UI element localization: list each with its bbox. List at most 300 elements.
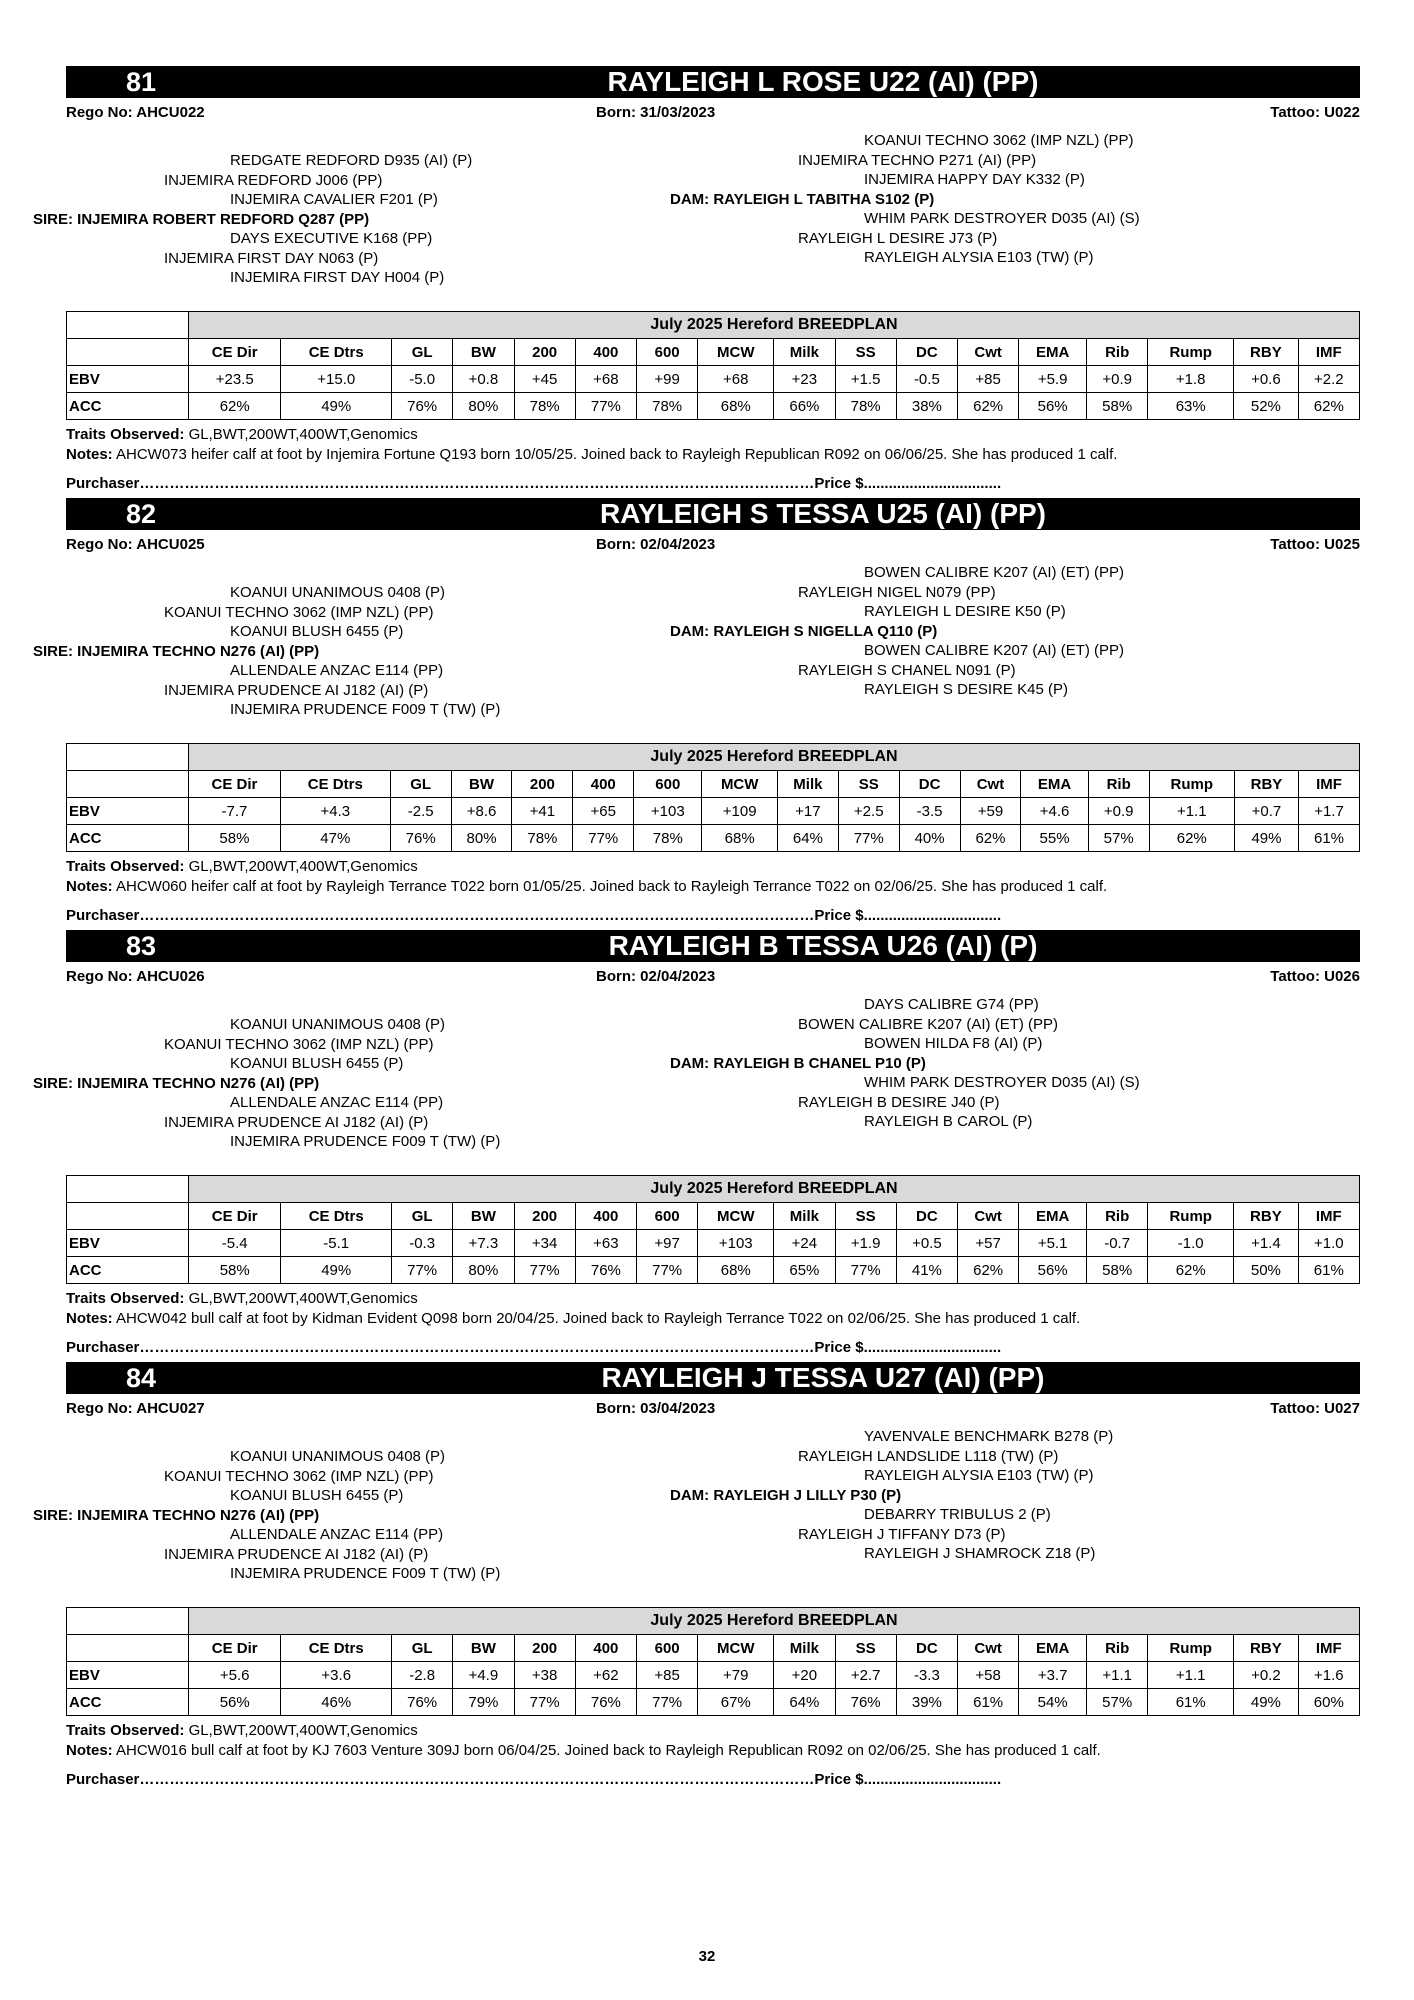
sire-ancestor: INJEMIRA PRUDENCE F009 T (TW) (P) — [230, 701, 501, 718]
notes-label: Notes: — [66, 446, 113, 463]
dam-ancestor: RAYLEIGH J TIFFANY D73 (P) — [798, 1525, 1006, 1543]
column-header: MCW — [698, 1203, 774, 1230]
sire-line: SIRE: INJEMIRA TECHNO N276 (AI) (PP) — [33, 1506, 320, 1524]
ebv-cell: +1.1 — [1148, 1662, 1234, 1689]
traits-label: Traits Observed: — [66, 426, 185, 443]
purchaser-line: Purchaser………………………………………………………………………………………………………………………Price $................................. — [66, 907, 1002, 924]
acc-cell: 68% — [702, 825, 778, 852]
breedplan-table — [66, 311, 1360, 420]
breedplan-table — [66, 1175, 1360, 1284]
acc-cell: 56% — [1019, 393, 1087, 420]
acc-cell: 80% — [453, 393, 514, 420]
ebv-cell: +4.9 — [453, 1662, 514, 1689]
acc-cell: 62% — [958, 1257, 1019, 1284]
dam-ancestor: RAYLEIGH S CHANEL N091 (P) — [798, 661, 1016, 679]
acc-cell: 77% — [392, 1257, 453, 1284]
ebv-label: EBV — [67, 1662, 189, 1689]
dam-ancestor: DAYS CALIBRE G74 (PP) — [864, 996, 1039, 1013]
ebv-cell: +5.6 — [189, 1662, 281, 1689]
acc-cell: 76% — [835, 1689, 896, 1716]
acc-cell: 77% — [637, 1689, 698, 1716]
acc-cell: 49% — [1234, 1689, 1298, 1716]
column-header: EMA — [1019, 339, 1087, 366]
acc-cell: 79% — [453, 1689, 514, 1716]
ebv-cell: +1.1 — [1149, 798, 1234, 825]
ebv-cell: +0.9 — [1088, 798, 1149, 825]
column-header: RBY — [1234, 339, 1298, 366]
column-header: Cwt — [960, 771, 1021, 798]
ebv-cell: -3.5 — [899, 798, 960, 825]
column-header: 600 — [637, 1203, 698, 1230]
acc-cell: 61% — [1299, 825, 1360, 852]
acc-cell: 61% — [1148, 1689, 1234, 1716]
breedplan-table — [66, 743, 1360, 852]
column-header: DC — [896, 339, 957, 366]
column-header: BW — [453, 339, 514, 366]
dam-ancestor: INJEMIRA HAPPY DAY K332 (P) — [864, 171, 1085, 188]
ebv-cell: +45 — [514, 366, 575, 393]
acc-label: ACC — [67, 393, 189, 420]
dam-ancestor: YAVENVALE BENCHMARK B278 (P) — [864, 1428, 1114, 1445]
ebv-cell: +5.1 — [1019, 1230, 1087, 1257]
sire-ancestor: INJEMIRA FIRST DAY N063 (P) — [164, 249, 379, 267]
sire-ancestor: ALLENDALE ANZAC E114 (PP) — [230, 662, 444, 679]
ebv-cell: +1.9 — [835, 1230, 896, 1257]
acc-cell: 57% — [1087, 1689, 1148, 1716]
acc-cell: 68% — [698, 393, 774, 420]
column-header: CE Dtrs — [280, 771, 390, 798]
column-header: Milk — [774, 339, 835, 366]
dam-ancestor: INJEMIRA TECHNO P271 (AI) (PP) — [798, 151, 1037, 169]
acc-cell: 55% — [1021, 825, 1088, 852]
traits-value: GL,BWT,200WT,400WT,Genomics — [188, 1290, 418, 1307]
column-header: 400 — [573, 771, 634, 798]
ebv-cell: +20 — [774, 1662, 835, 1689]
acc-cell: 78% — [835, 393, 896, 420]
traits-value: GL,BWT,200WT,400WT,Genomics — [188, 1722, 418, 1739]
acc-cell: 60% — [1298, 1689, 1359, 1716]
sire-ancestor: KOANUI BLUSH 6455 (P) — [230, 1055, 404, 1072]
column-header: Cwt — [958, 1635, 1019, 1662]
acc-cell: 49% — [1234, 825, 1298, 852]
ebv-cell: +23.5 — [189, 366, 281, 393]
dam-ancestor: WHIM PARK DESTROYER D035 (AI) (S) — [864, 210, 1140, 227]
rego-number: Rego No: AHCU026 — [66, 968, 205, 985]
acc-cell: 58% — [189, 825, 281, 852]
acc-cell: 62% — [960, 825, 1021, 852]
acc-cell: 41% — [896, 1257, 957, 1284]
ebv-cell: +85 — [958, 366, 1019, 393]
acc-cell: 63% — [1148, 393, 1234, 420]
traits-value: GL,BWT,200WT,400WT,Genomics — [188, 426, 418, 443]
birth-date: Born: 03/04/2023 — [596, 1400, 716, 1417]
acc-cell: 76% — [390, 825, 451, 852]
ebv-cell: +57 — [958, 1230, 1019, 1257]
lot-block — [33, 498, 1360, 928]
notes-value: AHCW042 bull calf at foot by Kidman Evident Q098 born 20/04/25. Joined back to Rayleigh Terrance T022 on 02/06/25. She has produced 1 calf. — [116, 1310, 1081, 1327]
column-header: DC — [899, 771, 960, 798]
acc-cell: 65% — [774, 1257, 835, 1284]
acc-cell: 77% — [835, 1257, 896, 1284]
ebv-cell: +63 — [575, 1230, 636, 1257]
ebv-cell: +4.3 — [280, 798, 390, 825]
acc-cell: 40% — [899, 825, 960, 852]
purchaser-line: Purchaser………………………………………………………………………………………………………………………Price $................................. — [66, 1771, 1002, 1788]
column-header: 400 — [575, 339, 636, 366]
pedigree — [33, 992, 1360, 1150]
breedplan-title: July 2025 Hereford BREEDPLAN — [189, 1608, 1360, 1635]
ebv-cell: -2.5 — [390, 798, 451, 825]
acc-cell: 64% — [777, 825, 838, 852]
sire-ancestor: INJEMIRA PRUDENCE AI J182 (AI) (P) — [164, 1113, 429, 1131]
ebv-cell: -0.7 — [1087, 1230, 1148, 1257]
column-header: EMA — [1019, 1203, 1087, 1230]
sire-ancestor: INJEMIRA FIRST DAY H004 (P) — [230, 269, 445, 286]
acc-cell: 77% — [514, 1257, 575, 1284]
column-header: IMF — [1299, 771, 1360, 798]
acc-cell: 49% — [281, 1257, 392, 1284]
acc-cell: 62% — [1149, 825, 1234, 852]
acc-cell: 64% — [774, 1689, 835, 1716]
tattoo: Tattoo: U022 — [1270, 104, 1360, 121]
breedplan-title: July 2025 Hereford BREEDPLAN — [189, 1176, 1360, 1203]
column-header: Rump — [1148, 1203, 1234, 1230]
column-header: MCW — [698, 1635, 774, 1662]
dam-ancestor: RAYLEIGH ALYSIA E103 (TW) (P) — [864, 249, 1094, 266]
ebv-label: EBV — [67, 366, 189, 393]
acc-cell: 50% — [1234, 1257, 1298, 1284]
ebv-cell: +2.2 — [1298, 366, 1359, 393]
id-row — [66, 1400, 1360, 1420]
ebv-cell: +68 — [575, 366, 636, 393]
acc-cell: 76% — [392, 393, 453, 420]
dam-line: DAM: RAYLEIGH B CHANEL P10 (P) — [670, 1054, 926, 1072]
pedigree — [33, 1424, 1360, 1582]
column-header: IMF — [1298, 1203, 1359, 1230]
notes-label: Notes: — [66, 878, 113, 895]
ebv-cell: +103 — [634, 798, 702, 825]
lot-number: 84 — [126, 1363, 157, 1393]
sire-ancestor: REDGATE REDFORD D935 (AI) (P) — [230, 152, 473, 169]
ebv-cell: +1.7 — [1299, 798, 1360, 825]
traits-line — [66, 1722, 1360, 1739]
ebv-cell: +85 — [637, 1662, 698, 1689]
ebv-cell: -0.5 — [896, 366, 957, 393]
column-header: 200 — [512, 771, 573, 798]
acc-cell: 39% — [896, 1689, 957, 1716]
ebv-cell: +7.3 — [453, 1230, 514, 1257]
breedplan-title: July 2025 Hereford BREEDPLAN — [189, 312, 1360, 339]
column-header: SS — [835, 339, 896, 366]
sire-ancestor: KOANUI UNANIMOUS 0408 (P) — [230, 1448, 446, 1465]
ebv-cell: -1.0 — [1148, 1230, 1234, 1257]
ebv-cell: -5.0 — [392, 366, 453, 393]
column-header: IMF — [1298, 339, 1359, 366]
acc-cell: 56% — [1019, 1257, 1087, 1284]
column-header: Rump — [1149, 771, 1234, 798]
acc-cell: 76% — [575, 1257, 636, 1284]
ebv-cell: +38 — [514, 1662, 575, 1689]
traits-label: Traits Observed: — [66, 858, 185, 875]
acc-cell: 78% — [512, 825, 573, 852]
tattoo: Tattoo: U026 — [1270, 968, 1360, 985]
sire-ancestor: INJEMIRA PRUDENCE F009 T (TW) (P) — [230, 1133, 501, 1150]
column-header: Rib — [1087, 339, 1148, 366]
dam-ancestor: BOWEN CALIBRE K207 (AI) (ET) (PP) — [864, 642, 1125, 659]
ebv-cell: +15.0 — [281, 366, 392, 393]
ebv-cell: +1.8 — [1148, 366, 1234, 393]
dam-ancestor: RAYLEIGH J SHAMROCK Z18 (P) — [864, 1545, 1096, 1562]
ebv-cell: +4.6 — [1021, 798, 1088, 825]
ebv-label: EBV — [67, 798, 189, 825]
ebv-cell: +59 — [960, 798, 1021, 825]
acc-cell: 58% — [1087, 1257, 1148, 1284]
sire-ancestor: INJEMIRA PRUDENCE AI J182 (AI) (P) — [164, 1545, 429, 1563]
acc-cell: 62% — [958, 393, 1019, 420]
ebv-cell: -3.3 — [896, 1662, 957, 1689]
ebv-cell: +17 — [777, 798, 838, 825]
sire-ancestor: ALLENDALE ANZAC E114 (PP) — [230, 1526, 444, 1543]
lot-number: 81 — [126, 67, 157, 97]
acc-cell: 54% — [1019, 1689, 1087, 1716]
acc-cell: 80% — [453, 1257, 514, 1284]
pedigree — [33, 128, 1360, 286]
sire-line: SIRE: INJEMIRA TECHNO N276 (AI) (PP) — [33, 1074, 320, 1092]
ebv-cell: +1.5 — [835, 366, 896, 393]
dam-ancestor: KOANUI TECHNO 3062 (IMP NZL) (PP) — [864, 132, 1134, 149]
column-header: GL — [392, 1635, 453, 1662]
ebv-cell: +23 — [774, 366, 835, 393]
column-header: EMA — [1021, 771, 1088, 798]
ebv-cell: +34 — [514, 1230, 575, 1257]
column-header: SS — [838, 771, 899, 798]
ebv-cell: +103 — [698, 1230, 774, 1257]
corner-cell — [67, 339, 189, 366]
sire-ancestor: INJEMIRA CAVALIER F201 (P) — [230, 191, 438, 208]
corner-cell — [67, 1203, 189, 1230]
ebv-cell: +1.1 — [1087, 1662, 1148, 1689]
column-header: CE Dir — [189, 771, 281, 798]
acc-cell: 61% — [958, 1689, 1019, 1716]
column-header: Rump — [1148, 339, 1234, 366]
lot-number: 82 — [126, 499, 157, 529]
acc-cell: 67% — [698, 1689, 774, 1716]
notes-label: Notes: — [66, 1742, 113, 1759]
acc-cell: 61% — [1298, 1257, 1359, 1284]
traits-value: GL,BWT,200WT,400WT,Genomics — [188, 858, 418, 875]
sire-ancestor: INJEMIRA PRUDENCE AI J182 (AI) (P) — [164, 681, 429, 699]
column-header: CE Dir — [189, 1635, 281, 1662]
column-header: GL — [392, 1203, 453, 1230]
ebv-cell: +68 — [698, 366, 774, 393]
acc-cell: 56% — [189, 1689, 281, 1716]
dam-ancestor: DEBARRY TRIBULUS 2 (P) — [864, 1506, 1051, 1523]
lot-number: 83 — [126, 931, 157, 961]
column-header: SS — [835, 1635, 896, 1662]
ebv-cell: +0.6 — [1234, 366, 1298, 393]
ebv-cell: +62 — [575, 1662, 636, 1689]
ebv-cell: +1.4 — [1234, 1230, 1298, 1257]
animal-name: RAYLEIGH J TESSA U27 (AI) (PP) — [601, 1362, 1045, 1393]
tattoo: Tattoo: U025 — [1270, 536, 1360, 553]
acc-cell: 78% — [637, 393, 698, 420]
breedplan-title: July 2025 Hereford BREEDPLAN — [189, 744, 1360, 771]
sire-line: SIRE: INJEMIRA ROBERT REDFORD Q287 (PP) — [33, 210, 370, 228]
notes-label: Notes: — [66, 1310, 113, 1327]
id-row — [66, 536, 1360, 556]
animal-name: RAYLEIGH B TESSA U26 (AI) (P) — [608, 930, 1038, 961]
dam-ancestor: BOWEN CALIBRE K207 (AI) (ET) (PP) — [798, 1015, 1059, 1033]
dam-line: DAM: RAYLEIGH S NIGELLA Q110 (P) — [670, 622, 938, 640]
column-header: Milk — [777, 771, 838, 798]
acc-cell: 62% — [189, 393, 281, 420]
column-header: Rib — [1087, 1635, 1148, 1662]
column-header: MCW — [698, 339, 774, 366]
tattoo: Tattoo: U027 — [1270, 1400, 1360, 1417]
ebv-cell: +2.7 — [835, 1662, 896, 1689]
ebv-cell: +8.6 — [451, 798, 512, 825]
column-header: RBY — [1234, 1203, 1298, 1230]
animal-name: RAYLEIGH L ROSE U22 (AI) (PP) — [607, 66, 1039, 97]
sire-ancestor: INJEMIRA PRUDENCE F009 T (TW) (P) — [230, 1565, 501, 1582]
column-header: DC — [896, 1203, 957, 1230]
notes-value: AHCW073 heifer calf at foot by Injemira Fortune Q193 born 10/05/25. Joined back to Rayleigh Republican R092 on 06/06/25. She has produced 1 calf. — [116, 446, 1118, 463]
traits-line — [66, 1290, 1360, 1307]
dam-line: DAM: RAYLEIGH L TABITHA S102 (P) — [670, 190, 935, 208]
traits-line — [66, 426, 1360, 443]
acc-cell: 76% — [392, 1689, 453, 1716]
lot-header-bar — [66, 498, 1360, 530]
column-header: BW — [453, 1203, 514, 1230]
sire-line: SIRE: INJEMIRA TECHNO N276 (AI) (PP) — [33, 642, 320, 660]
corner-cell — [67, 771, 189, 798]
column-header: DC — [896, 1635, 957, 1662]
acc-cell: 49% — [281, 393, 392, 420]
ebv-cell: -5.1 — [281, 1230, 392, 1257]
dam-ancestor: RAYLEIGH L DESIRE K50 (P) — [864, 603, 1066, 620]
column-header: Rib — [1087, 1203, 1148, 1230]
sire-ancestor: KOANUI TECHNO 3062 (IMP NZL) (PP) — [164, 1467, 434, 1485]
lot-block — [33, 1362, 1360, 1792]
ebv-cell: +58 — [958, 1662, 1019, 1689]
acc-cell: 80% — [451, 825, 512, 852]
animal-name: RAYLEIGH S TESSA U25 (AI) (PP) — [599, 498, 1046, 529]
column-header: IMF — [1298, 1635, 1359, 1662]
column-header: Milk — [774, 1635, 835, 1662]
ebv-cell: +41 — [512, 798, 573, 825]
acc-cell: 77% — [838, 825, 899, 852]
acc-label: ACC — [67, 1257, 189, 1284]
column-header: CE Dir — [189, 1203, 281, 1230]
acc-cell: 77% — [637, 1257, 698, 1284]
sire-ancestor: ALLENDALE ANZAC E114 (PP) — [230, 1094, 444, 1111]
ebv-cell: +0.9 — [1087, 366, 1148, 393]
acc-cell: 78% — [514, 393, 575, 420]
ebv-cell: +97 — [637, 1230, 698, 1257]
purchaser-line: Purchaser………………………………………………………………………………………………………………………Price $................................. — [66, 475, 1002, 492]
lot-block — [33, 66, 1360, 496]
ebv-cell: +79 — [698, 1662, 774, 1689]
notes-line — [66, 446, 1360, 463]
column-header: CE Dir — [189, 339, 281, 366]
notes-value: AHCW060 heifer calf at foot by Rayleigh Terrance T022 born 01/05/25. Joined back to Rayleigh Terrance T022 on 02/06/25. She has produced 1 calf. — [116, 878, 1108, 895]
column-header: 200 — [514, 1635, 575, 1662]
birth-date: Born: 02/04/2023 — [596, 968, 716, 985]
notes-line — [66, 1742, 1360, 1759]
ebv-label: EBV — [67, 1230, 189, 1257]
ebv-cell: +1.0 — [1298, 1230, 1359, 1257]
column-header: EMA — [1019, 1635, 1087, 1662]
acc-label: ACC — [67, 1689, 189, 1716]
column-header: RBY — [1234, 771, 1298, 798]
traits-label: Traits Observed: — [66, 1290, 185, 1307]
acc-cell: 77% — [575, 393, 636, 420]
ebv-cell: -7.7 — [189, 798, 281, 825]
ebv-cell: +3.7 — [1019, 1662, 1087, 1689]
acc-cell: 38% — [896, 393, 957, 420]
ebv-cell: +109 — [702, 798, 778, 825]
column-header: BW — [451, 771, 512, 798]
ebv-cell: +0.5 — [896, 1230, 957, 1257]
dam-ancestor: WHIM PARK DESTROYER D035 (AI) (S) — [864, 1074, 1140, 1091]
dam-ancestor: RAYLEIGH B DESIRE J40 (P) — [798, 1093, 1000, 1111]
column-header: 600 — [634, 771, 702, 798]
notes-line — [66, 878, 1360, 895]
traits-label: Traits Observed: — [66, 1722, 185, 1739]
dam-ancestor: RAYLEIGH B CAROL (P) — [864, 1113, 1033, 1130]
acc-cell: 58% — [189, 1257, 281, 1284]
column-header: 600 — [637, 339, 698, 366]
column-header: 600 — [637, 1635, 698, 1662]
acc-cell: 78% — [634, 825, 702, 852]
column-header: 400 — [575, 1635, 636, 1662]
column-header: SS — [835, 1203, 896, 1230]
ebv-cell: +65 — [573, 798, 634, 825]
ebv-cell: +99 — [637, 366, 698, 393]
ebv-cell: +0.2 — [1234, 1662, 1298, 1689]
acc-cell: 77% — [573, 825, 634, 852]
column-header: RBY — [1234, 1635, 1298, 1662]
column-header: CE Dtrs — [281, 1635, 392, 1662]
lot-block — [33, 930, 1360, 1360]
notes-value: AHCW016 bull calf at foot by KJ 7603 Venture 309J born 06/04/25. Joined back to Rayleigh Republican R092 on 02/06/25. She has produced 1 calf. — [116, 1742, 1101, 1759]
sire-ancestor: INJEMIRA REDFORD J006 (PP) — [164, 171, 383, 189]
dam-line: DAM: RAYLEIGH J LILLY P30 (P) — [670, 1486, 902, 1504]
sire-ancestor: KOANUI TECHNO 3062 (IMP NZL) (PP) — [164, 1035, 434, 1053]
pedigree — [33, 560, 1360, 718]
dam-ancestor: BOWEN CALIBRE K207 (AI) (ET) (PP) — [864, 564, 1125, 581]
rego-number: Rego No: AHCU022 — [66, 104, 205, 121]
acc-cell: 46% — [281, 1689, 392, 1716]
id-row — [66, 104, 1360, 124]
ebv-cell: +1.6 — [1298, 1662, 1359, 1689]
column-header: 400 — [575, 1203, 636, 1230]
breedplan-table — [66, 1607, 1360, 1716]
ebv-cell: +3.6 — [281, 1662, 392, 1689]
acc-cell: 47% — [280, 825, 390, 852]
acc-cell: 62% — [1298, 393, 1359, 420]
dam-ancestor: RAYLEIGH LANDSLIDE L118 (TW) (P) — [798, 1447, 1059, 1465]
ebv-cell: +24 — [774, 1230, 835, 1257]
birth-date: Born: 31/03/2023 — [596, 104, 716, 121]
dam-ancestor: BOWEN HILDA F8 (AI) (P) — [864, 1035, 1043, 1052]
sire-ancestor: KOANUI UNANIMOUS 0408 (P) — [230, 1016, 446, 1033]
acc-label: ACC — [67, 825, 189, 852]
birth-date: Born: 02/04/2023 — [596, 536, 716, 553]
sire-ancestor: DAYS EXECUTIVE K168 (PP) — [230, 230, 433, 247]
ebv-cell: +0.8 — [453, 366, 514, 393]
dam-ancestor: RAYLEIGH S DESIRE K45 (P) — [864, 681, 1068, 698]
